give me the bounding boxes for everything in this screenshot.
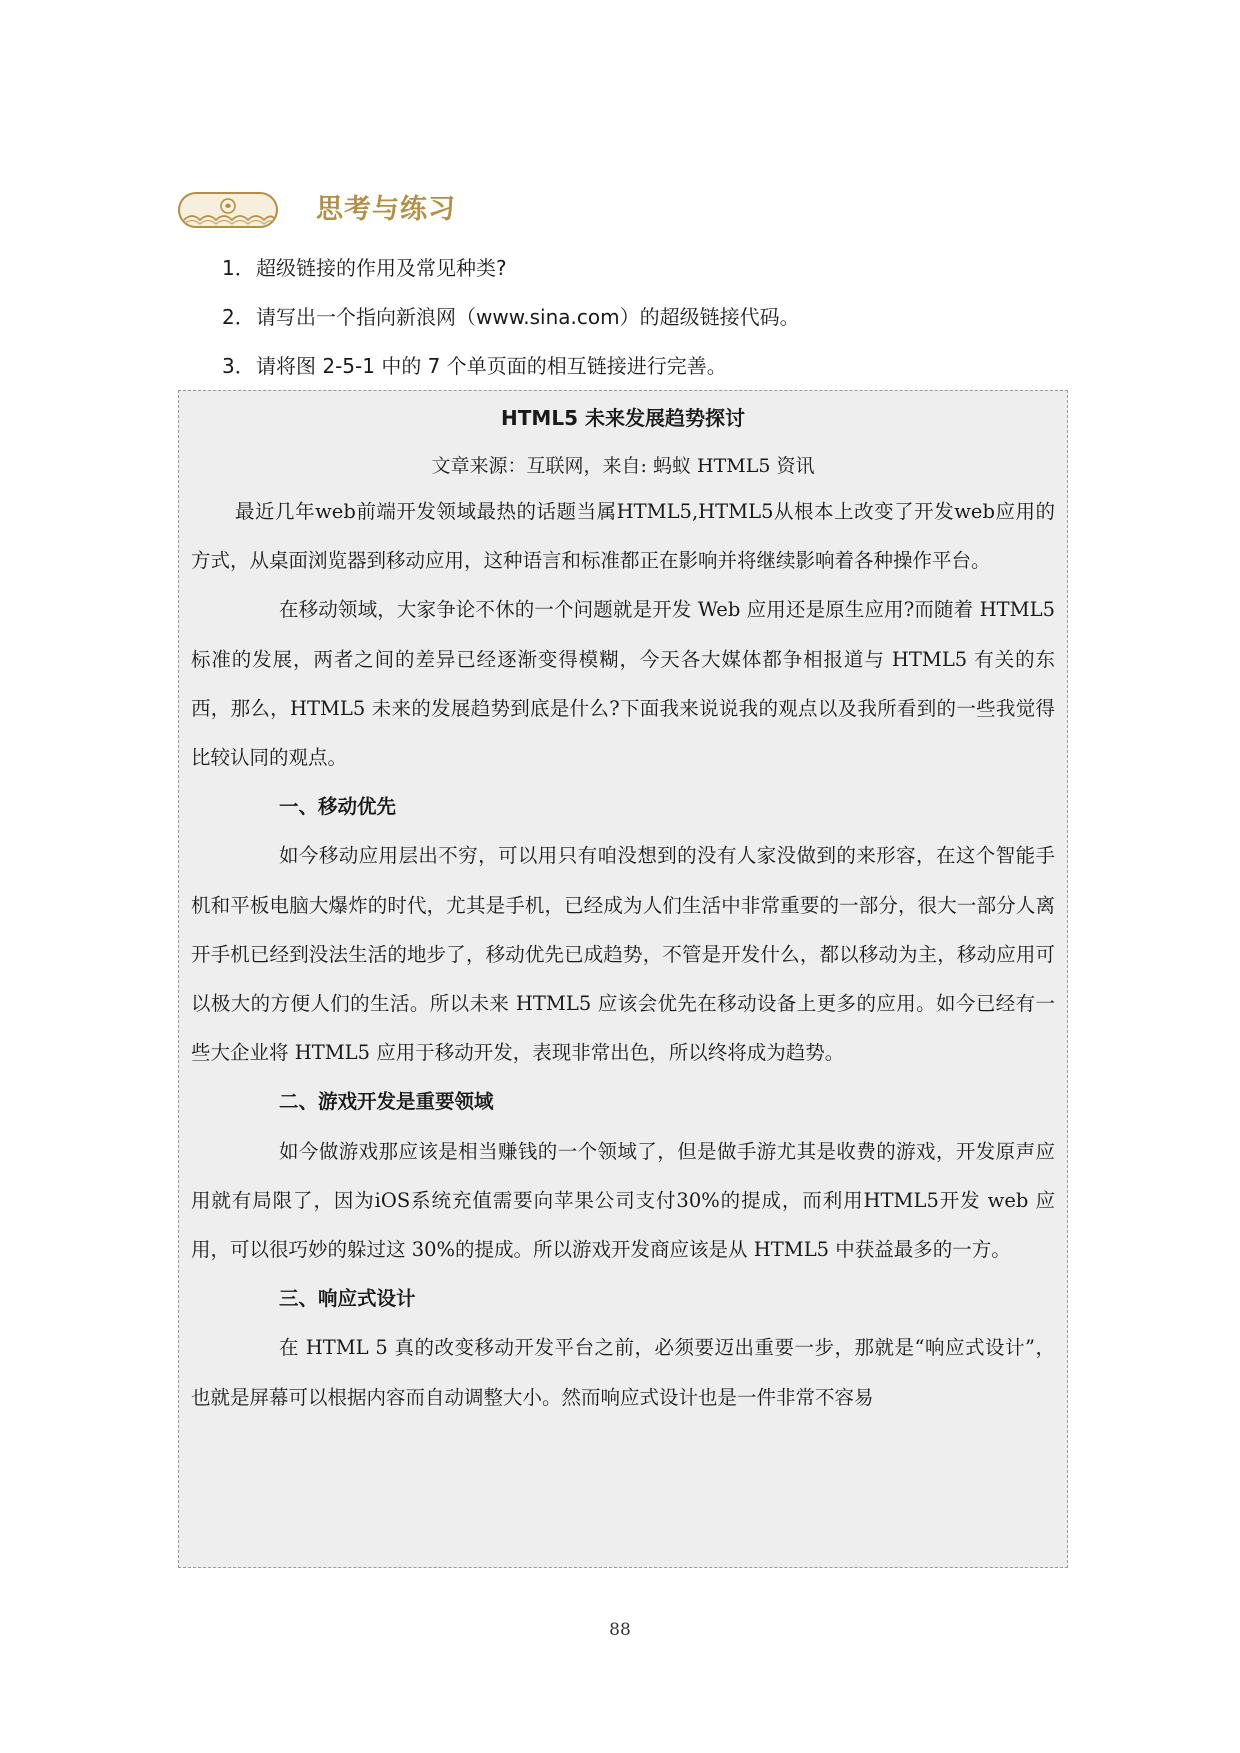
question-item [222, 299, 1102, 348]
article-source: 文章来源：互联网，来自: 蚂蚁 HTML5 资讯 [431, 455, 815, 477]
article-paragraph: 如今做游戏那应该是相当赚钱的一个领域了，但是做手游尤其是收费的游戏，开发原声应用就有局限了，因为iOS系统充值需要向苹果公司支付30%的提成，而利用HTML5开发 web 应用，可以很巧妙的躲过这 30%的提成。所以游戏开发商应该是从 HTML5 中获益最多的一方。 [191, 1139, 1055, 1262]
article-heading: 二、游戏开发是重要领域 [279, 1090, 494, 1114]
question-text: 请将图 2-5-1 中的 7 个单页面的相互链接进行完善。 [256, 354, 727, 378]
question-item [222, 250, 1102, 299]
article-heading: 三、响应式设计 [279, 1287, 416, 1311]
article-title: HTML5 未来发展趋势探讨 [501, 406, 745, 430]
page-number: 88 [609, 1620, 631, 1640]
section-header [178, 188, 498, 232]
decorative-wave-badge-icon [178, 192, 278, 228]
question-text: 请写出一个指向新浪网（www.sina.com）的超级链接代码。 [256, 305, 800, 329]
section-title: 思考与练习 [316, 194, 456, 225]
question-number: 2． [222, 305, 255, 329]
question-list [222, 250, 1102, 397]
article-heading: 一、移动优先 [279, 795, 397, 819]
article-body [191, 487, 1055, 1422]
article-paragraph: 如今移动应用层出不穷，可以用只有咱没想到的没有人家没做到的来形容，在这个智能手机和平板电脑大爆炸的时代，尤其是手机，已经成为人们生活中非常重要的一部分，很大一部分人离开手机已经到没法生活的地步了，移动优先已成趋势，不管是开发什么，都以移动为主，移动应用可以极大的方便人们的生活。所以未来 HTML5 应该会优先在移动设备上更多的应用。如今已经有一些大企业将 HTML5 应用于移动开发，表现非常出色，所以终将成为趋势。 [191, 844, 1055, 1065]
article-paragraph: 在 HTML 5 真的改变移动开发平台之前，必须要迈出重要一步，那就是“响应式设计”，也就是屏幕可以根据内容而自动调整大小。然而响应式设计也是一件非常不容易 [191, 1336, 1055, 1409]
question-text: 超级链接的作用及常见种类? [256, 256, 507, 280]
question-number: 3． [222, 354, 255, 378]
article-paragraph: 在移动领域，大家争论不休的一个问题就是开发 Web 应用还是原生应用?而随着 HTML5 标准的发展，两者之间的差异已经逐渐变得模糊，今天各大媒体都争相报道与 HTML5 有关的东西，那么，HTML5 未来的发展趋势到底是什么?下面我来说说我的观点以及我所看到的一些我觉得比较认同的观点。 [191, 598, 1055, 770]
reading-box [178, 390, 1068, 1568]
question-number: 1． [222, 256, 255, 280]
article-paragraph: 最近几年web前端开发领域最热的话题当属HTML5,HTML5从根本上改变了开发web应用的方式，从桌面浏览器到移动应用，这种语言和标准都正在影响并将继续影响着各种操作平台。 [191, 500, 1055, 573]
